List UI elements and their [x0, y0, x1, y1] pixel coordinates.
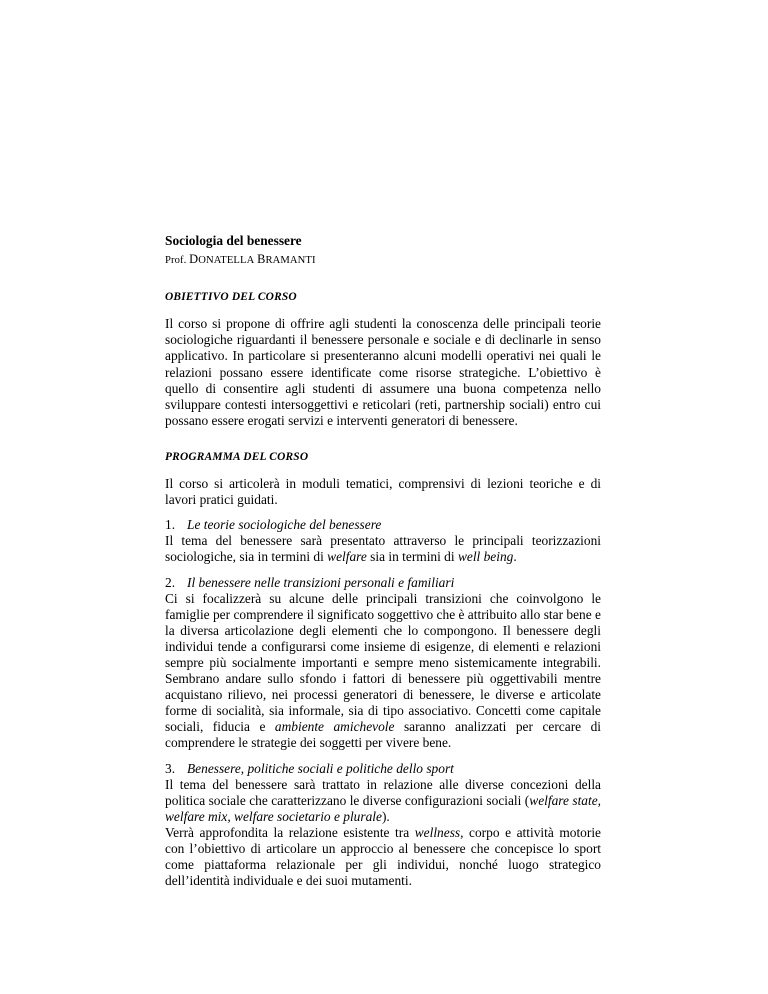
objective-heading: OBIETTIVO DEL CORSO — [165, 291, 297, 304]
author-last-name: BRAMANTI — [257, 252, 316, 267]
module-title: 1. Le teorie sociologiche del benessere — [165, 517, 382, 533]
module-title: 2. Il benessere nelle transizioni personali e familiari — [165, 574, 455, 590]
module-body: Il tema del benessere sarà trattato in relazione alle diverse concezioni della politica sociale che caratterizzano le diverse configurazioni sociali (welfare state, welfare mix, welfare societario e plurale). Verrà approfondita la relazione esistente tra wellness, corpo e attività motorie con l’obiettivo di articolare un approccio al benessere che concepisce lo sport come piattaforma relazionale per gli individui, nonché luogo strategico dell’identità individuale e dei suoi mutamenti. — [165, 776, 602, 889]
module-3 — [165, 761, 601, 890]
program-intro: Il corso si articolerà in moduli tematici, comprensivi di lezioni teoriche e di lavori pratici guidati. — [165, 476, 601, 508]
course-title: Sociologia del benessere — [165, 233, 302, 248]
module-1 — [165, 517, 601, 565]
course-author: Prof. DONATELLA BRAMANTI — [165, 252, 316, 267]
module-body: Il tema del benessere sarà presentato attraverso le principali teorizzazioni sociologiche, sia in termini di welfare sia in termini di well being. — [165, 533, 601, 565]
module-body: Ci si focalizzerà su alcune delle principali transizioni che coinvolgono le famiglie per comprendere il significato soggettivo che è attribuito allo star bene e la diversa articolazione degli elementi che lo compongono. Il benessere degli individui tende a configurarsi come insieme di esigenze, di elementi e relazioni sempre più socialmente importanti e sempre meno sistemicamente integrabili. Sembrano andare sullo sfondo i fattori di benessere più oggettivabili mentre acquistano rilievo, nei processi generatori di benessere, le diverse e articolate forme di socialità, sia informale, sia di tipo associativo. Concetti come capitale sociali, fiducia e ambiente amichevole saranno analizzati per cercare di comprendere le strategie dei soggetti per vivere bene. — [165, 590, 601, 751]
objective-text: Il corso si propone di offrire agli studenti la conoscenza delle principali teorie sociologiche riguardanti il benessere personale e sociale e di declinarle in senso applicativo. In particolare si presenteranno alcuni modelli operativi nei quali le relazioni possano essere identificate come risorse strategiche. L’obiettivo è quello di consentire agli studenti di assumere una buona competenza nello sviluppare contesti intersoggettivi e reticolari (reti, partnership sociali) entro cui possano essere erogati servizi e interventi generatori di benessere. — [165, 316, 601, 428]
program-heading: PROGRAMMA DEL CORSO — [165, 450, 309, 463]
author-first-name: DONATELLA — [189, 252, 255, 267]
course-description — [165, 233, 601, 889]
module-title: 3. Benessere, politiche sociali e politiche dello sport — [165, 760, 454, 776]
module-2 — [165, 575, 601, 752]
